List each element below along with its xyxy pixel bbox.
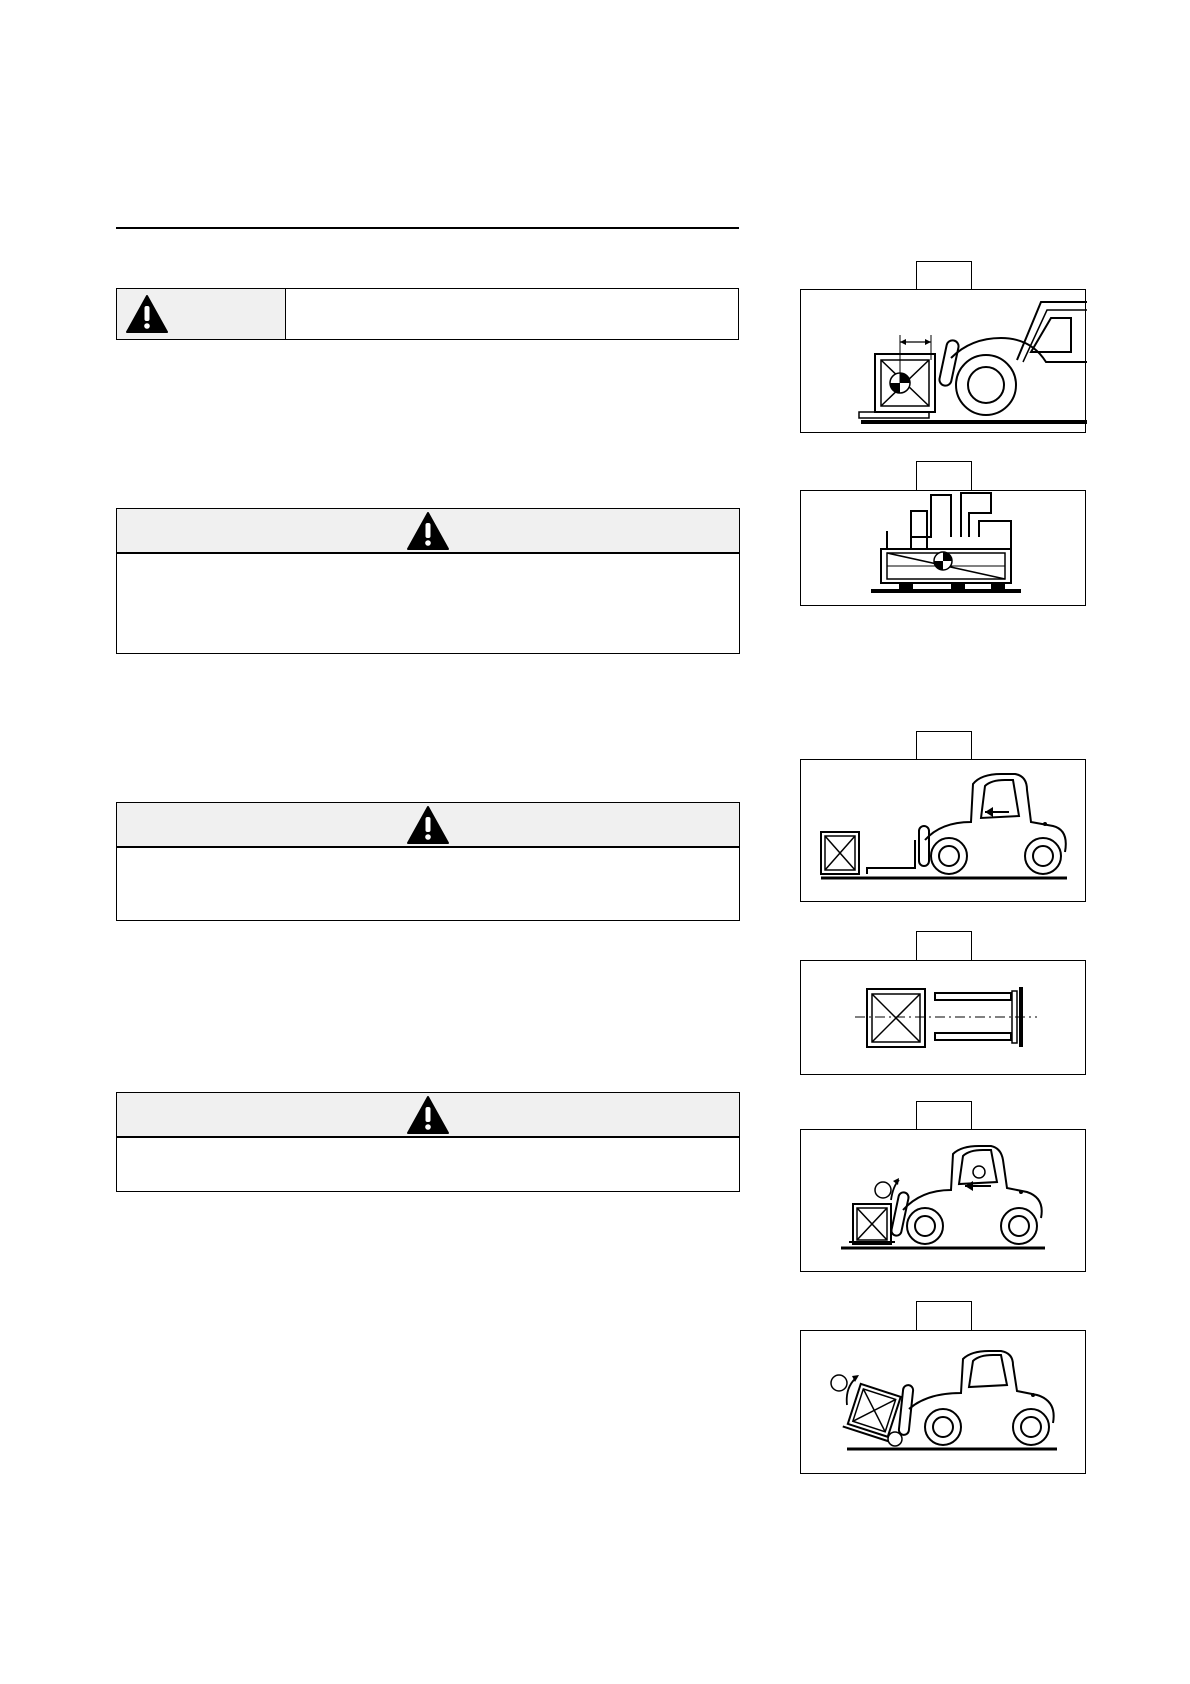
fork-alignment-top-view-figure: [800, 960, 1086, 1075]
tilt-load-back-figure: [800, 1330, 1086, 1474]
warning-box-2: [116, 802, 740, 921]
figure-tab: [916, 1301, 972, 1331]
warning-box-1: [116, 508, 740, 654]
approach-load-figure: [800, 759, 1086, 902]
caution-box: [116, 288, 739, 340]
warning-triangle-icon: [406, 805, 450, 845]
warning-triangle-icon: [125, 294, 169, 334]
lift-load-figure: [800, 1129, 1086, 1272]
figure-tab: [916, 731, 972, 761]
warning-header: [117, 803, 739, 848]
header-rule: [116, 227, 739, 229]
warning-triangle-icon: [406, 511, 450, 551]
warning-box-3: [116, 1092, 740, 1192]
figure-tab: [916, 1101, 972, 1131]
load-on-pallet-figure: [800, 490, 1086, 606]
figure-tab: [916, 461, 972, 491]
warning-header: [117, 509, 739, 554]
warning-triangle-icon: [406, 1095, 450, 1135]
figure-tab: [916, 261, 972, 291]
caution-label-cell: [117, 289, 286, 339]
figure-tab: [916, 931, 972, 961]
warning-header: [117, 1093, 739, 1138]
load-center-of-gravity-figure: [800, 289, 1086, 433]
